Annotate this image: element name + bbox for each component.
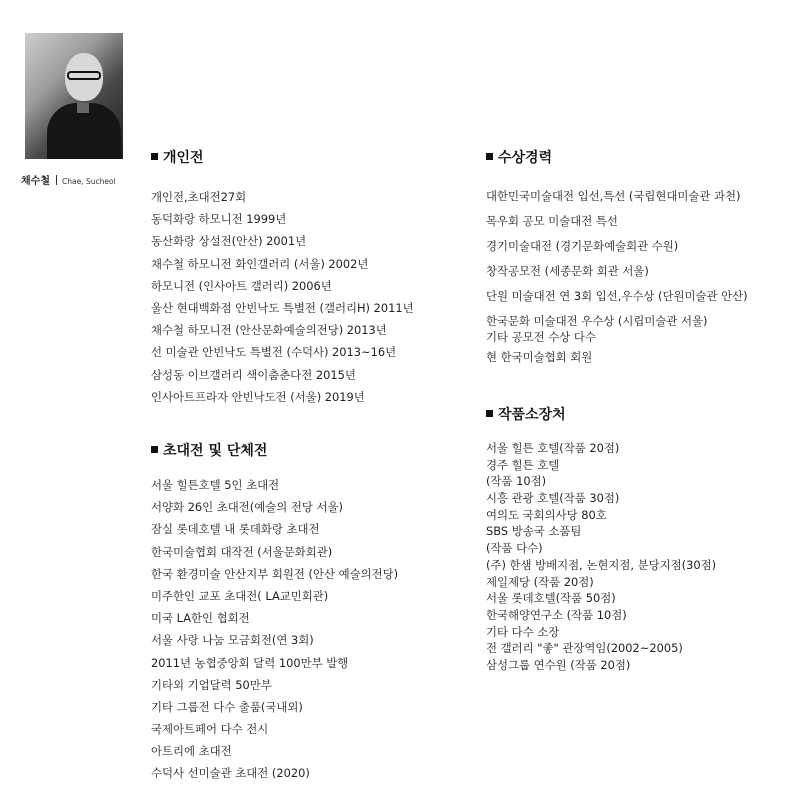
- collections-title: 작품소장처: [498, 407, 566, 423]
- list-item: 미주한인 교포 초대전( LA교민회관): [151, 588, 329, 603]
- list-item: 창작공모전 (세종문화 회관 서울): [486, 264, 649, 278]
- group-exhibitions-list: [151, 474, 398, 785]
- list-item: 기타외 기업달력 50만부: [151, 677, 272, 692]
- list-item: 아트리에 초대전: [151, 744, 232, 759]
- list-item: 2011년 농협중앙회 달력 100만부 발행: [151, 655, 349, 670]
- solo-exhibitions-section: [151, 147, 414, 408]
- list-item: 채수철 하모니전 (안산문화예술의전당) 2013년: [151, 323, 387, 338]
- list-item: 현 한국미술협회 회원: [486, 350, 593, 364]
- group-exhibitions-section: [151, 440, 398, 785]
- list-item: 한국미술협회 대작전 (서울문화회관): [151, 544, 333, 559]
- list-item: 목우회 공모 미술대전 특선: [486, 214, 618, 228]
- list-item: 경기미술대전 (경기문화예술회관 수원): [486, 239, 679, 253]
- list-item: 채수철 하모니전 화인갤러리 (서울) 2002년: [151, 256, 369, 271]
- list-item: 경주 힐튼 호텔: [486, 457, 560, 472]
- list-item: 한국해양연구소 (작품 10점): [486, 607, 627, 622]
- collections-heading: [486, 404, 716, 424]
- list-item: 선 미술관 안빈낙도 특별전 (수덕사) 2013~16년: [151, 345, 397, 360]
- list-item: (작품 다수): [486, 541, 543, 556]
- collections-section: [486, 404, 716, 674]
- square-bullet-icon: [151, 446, 158, 453]
- list-item: 서울 사랑 나눔 모금회전(연 3회): [151, 633, 314, 648]
- solo-exhibitions-list: [151, 186, 414, 408]
- list-item: 국제아트페어 다수 전시: [151, 722, 269, 737]
- artist-photo: [25, 33, 123, 159]
- list-item: 여의도 국회의사당 80호: [486, 507, 607, 522]
- list-item: 단원 미술대전 연 3회 입선,우수상 (단원미술관 안산): [486, 289, 748, 303]
- awards-section: [486, 147, 748, 368]
- solo-exhibitions-title: 개인전: [163, 150, 204, 166]
- list-item: 기타 다수 소장: [486, 624, 560, 639]
- square-bullet-icon: [151, 153, 158, 160]
- list-item: 삼성동 이브갤러리 색이춤춘다전 2015년: [151, 367, 356, 382]
- list-item: 수덕사 선미술관 초대전 (2020): [151, 766, 310, 781]
- photo-glasses: [67, 71, 101, 80]
- list-item: 하모니전 (인사아트 갤러리) 2006년: [151, 278, 332, 293]
- name-separator: [56, 175, 57, 185]
- list-item: 기타 그룹전 다수 출품(국내외): [151, 699, 303, 714]
- solo-exhibitions-heading: [151, 147, 414, 167]
- square-bullet-icon: [486, 153, 493, 160]
- list-item: 동산화랑 상설전(안산) 2001년: [151, 234, 307, 249]
- list-item: 시흥 관광 호텔(작품 30점): [486, 491, 620, 506]
- list-item: 제일제당 (작품 20점): [486, 574, 594, 589]
- list-item: 삼성그룹 연수원 (작품 20점): [486, 657, 631, 672]
- list-item: 개인전,초대전27회: [151, 190, 247, 204]
- group-exhibitions-title: 초대전 및 단체전: [163, 443, 268, 459]
- list-item: 서울 힐튼 호텔(작품 20점): [486, 441, 620, 455]
- list-item: 울산 현대백화점 안빈낙도 특별전 (갤러리H) 2011년: [151, 300, 414, 315]
- photo-bowtie: [77, 103, 89, 113]
- collections-list: [486, 440, 716, 674]
- list-item: 한국 환경미술 안산지부 회원전 (안산 예술의전당): [151, 566, 399, 581]
- list-item: 서울 롯데호텔(작품 50점): [486, 591, 616, 606]
- awards-heading: [486, 147, 748, 167]
- list-item-line: 한국문화 미술대전 우수상 (시립미술관 서울): [486, 314, 708, 328]
- awards-list: [486, 184, 748, 368]
- square-bullet-icon: [486, 410, 493, 417]
- artist-name-kr: 채수철: [21, 176, 50, 187]
- list-item: [486, 309, 748, 346]
- list-item: 미국 LA한인 협회전: [151, 611, 250, 626]
- list-item: 잠실 롯데호텔 내 롯데화랑 초대전: [151, 522, 320, 537]
- list-item: 서울 힐튼호텔 5인 초대전: [151, 478, 280, 492]
- artist-name: [21, 172, 116, 187]
- list-item: SBS 방송국 소품팀: [486, 524, 582, 539]
- list-item: 서양화 26인 초대전(예술의 전당 서울): [151, 500, 343, 515]
- list-item: 대한민국미술대전 입선,특선 (국립현대미술관 과천): [486, 189, 741, 203]
- list-item: 동덕화랑 하모니전 1999년: [151, 212, 287, 227]
- list-item-line: 기타 공모전 수상 다수: [486, 330, 596, 344]
- list-item: (작품 10점): [486, 474, 547, 489]
- group-exhibitions-heading: [151, 440, 398, 460]
- artist-name-en: Chae, Sucheol: [61, 177, 116, 186]
- list-item: 전 갤러리 "좋" 관장역임(2002~2005): [486, 641, 683, 656]
- list-item: (주) 한샘 방배지점, 논현지점, 분당지점(30점): [486, 557, 717, 572]
- list-item: 인사아트프라자 안빈낙도전 (서울) 2019년: [151, 389, 365, 404]
- awards-title: 수상경력: [498, 150, 553, 166]
